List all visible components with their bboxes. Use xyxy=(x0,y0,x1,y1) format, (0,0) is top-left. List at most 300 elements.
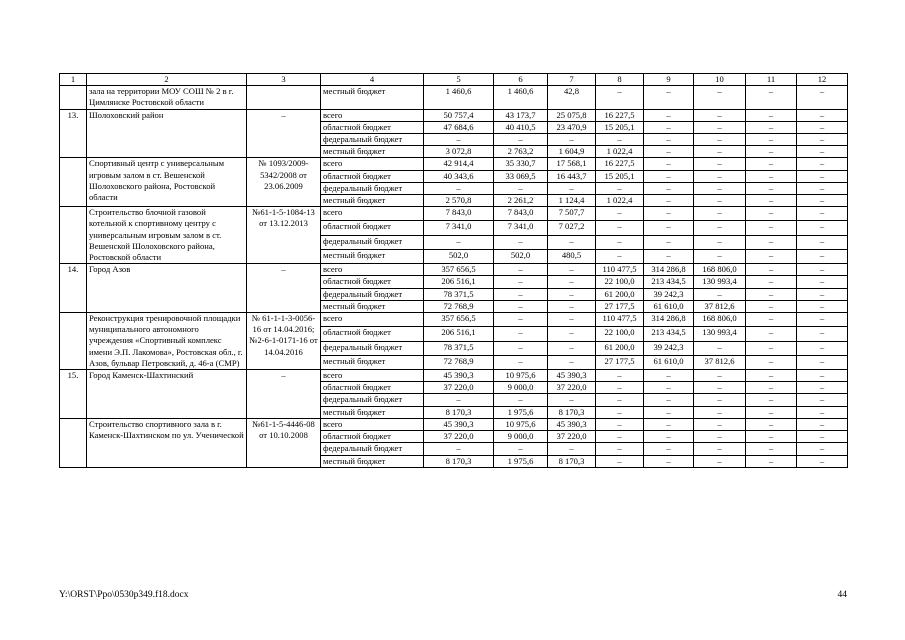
funding-source: местный бюджет xyxy=(321,86,424,109)
amount-cell: 40 343,6 xyxy=(424,170,494,182)
amount-cell: 1 975,6 xyxy=(494,455,548,467)
funding-source: местный бюджет xyxy=(321,146,424,158)
amount-cell: – xyxy=(797,121,848,133)
object-name: Шолоховский район xyxy=(87,109,247,158)
amount-cell: – xyxy=(797,146,848,158)
amount-cell: – xyxy=(494,443,548,455)
amount-cell: – xyxy=(596,431,644,443)
amount-cell: 37 812,6 xyxy=(694,300,746,312)
amount-cell: 8 170,3 xyxy=(424,455,494,467)
amount-cell: – xyxy=(746,86,797,109)
amount-cell: – xyxy=(424,134,494,146)
funding-source: областной бюджет xyxy=(321,121,424,133)
table-row xyxy=(60,370,848,382)
row-number xyxy=(60,207,87,264)
amount-cell: – xyxy=(797,170,848,182)
amount-cell: – xyxy=(494,355,548,369)
object-name: Город Каменск-Шахтинский xyxy=(87,370,247,419)
column-header: 2 xyxy=(87,74,247,86)
object-name: Реконструкция тренировочной площадки муниципального автономного учреждения «Спортивный комплекс имени Э.П. Лакомова», Ростовская обл., г. Азов, бульвар Петровский, д. 46-а (СМР) xyxy=(87,313,247,370)
amount-cell: – xyxy=(494,394,548,406)
object-name: Строительство блочной газовой котельной к спортивному центру с универсальным игровым залом в ст. Вешенской Шолоховского района, Ростовской области xyxy=(87,207,247,264)
funding-source: местный бюджет xyxy=(321,300,424,312)
amount-cell: – xyxy=(424,394,494,406)
amount-cell: 110 477,5 xyxy=(596,264,644,276)
amount-cell: – xyxy=(746,288,797,300)
amount-cell: 10 975,6 xyxy=(494,418,548,430)
amount-cell: 480,5 xyxy=(548,249,596,263)
column-header: 6 xyxy=(494,74,548,86)
amount-cell: – xyxy=(548,327,596,341)
funding-source: всего xyxy=(321,418,424,430)
amount-cell: – xyxy=(548,288,596,300)
amount-cell: – xyxy=(746,182,797,194)
amount-cell: 3 072,8 xyxy=(424,146,494,158)
amount-cell: – xyxy=(494,300,548,312)
amount-cell: 22 100,0 xyxy=(596,276,644,288)
amount-cell: – xyxy=(494,313,548,327)
amount-cell: – xyxy=(694,235,746,249)
document-reference: – xyxy=(247,370,321,419)
amount-cell: – xyxy=(797,134,848,146)
amount-cell: – xyxy=(548,134,596,146)
amount-cell: 61 200,0 xyxy=(596,341,644,355)
amount-cell: 42 914,4 xyxy=(424,158,494,170)
amount-cell: – xyxy=(548,264,596,276)
amount-cell: – xyxy=(596,418,644,430)
object-name: зала на территории МОУ СОШ № 2 в г. Цимлянске Ростовской области xyxy=(87,86,247,109)
amount-cell: – xyxy=(596,406,644,418)
amount-cell: 39 242,3 xyxy=(644,341,694,355)
amount-cell: – xyxy=(797,249,848,263)
amount-cell: 37 220,0 xyxy=(548,431,596,443)
amount-cell: – xyxy=(746,109,797,121)
amount-cell: – xyxy=(694,109,746,121)
column-header: 1 xyxy=(60,74,87,86)
amount-cell: – xyxy=(596,235,644,249)
amount-cell: – xyxy=(694,418,746,430)
amount-cell: – xyxy=(797,341,848,355)
budget-table xyxy=(59,73,848,468)
amount-cell: – xyxy=(644,207,694,221)
amount-cell: – xyxy=(644,431,694,443)
amount-cell: – xyxy=(746,313,797,327)
amount-cell: 7 507,7 xyxy=(548,207,596,221)
document-reference xyxy=(247,86,321,109)
amount-cell: – xyxy=(797,158,848,170)
row-number xyxy=(60,86,87,109)
amount-cell: – xyxy=(746,300,797,312)
funding-source: федеральный бюджет xyxy=(321,341,424,355)
amount-cell: – xyxy=(644,394,694,406)
amount-cell: – xyxy=(548,300,596,312)
amount-cell: – xyxy=(797,288,848,300)
column-header: 5 xyxy=(424,74,494,86)
amount-cell: – xyxy=(644,382,694,394)
amount-cell: – xyxy=(797,86,848,109)
funding-source: федеральный бюджет xyxy=(321,443,424,455)
amount-cell: 1 975,6 xyxy=(494,406,548,418)
amount-cell: – xyxy=(746,195,797,207)
amount-cell: 8 170,3 xyxy=(424,406,494,418)
amount-cell: – xyxy=(746,341,797,355)
amount-cell: 1 022,4 xyxy=(596,146,644,158)
row-number: 13. xyxy=(60,109,87,158)
amount-cell: – xyxy=(746,207,797,221)
amount-cell: 61 610,0 xyxy=(644,355,694,369)
document-reference: № 61-1-1-3-0056-16 от 14.04.2016; №2-6-1-0171-16 от 14.04.2016 xyxy=(247,313,321,370)
table-row xyxy=(60,418,848,430)
amount-cell: – xyxy=(644,134,694,146)
amount-cell: – xyxy=(424,182,494,194)
amount-cell: – xyxy=(644,221,694,235)
document-reference: №61-1-5-1084-13 от 13.12.2013 xyxy=(247,207,321,264)
amount-cell: 27 177,5 xyxy=(596,355,644,369)
amount-cell: – xyxy=(746,221,797,235)
amount-cell: – xyxy=(746,146,797,158)
amount-cell: – xyxy=(644,195,694,207)
funding-source: областной бюджет xyxy=(321,276,424,288)
amount-cell: 47 684,6 xyxy=(424,121,494,133)
amount-cell: – xyxy=(694,455,746,467)
column-header: 8 xyxy=(596,74,644,86)
amount-cell: – xyxy=(644,235,694,249)
amount-cell: – xyxy=(494,327,548,341)
amount-cell: – xyxy=(746,170,797,182)
amount-cell: 45 390,3 xyxy=(424,370,494,382)
amount-cell: – xyxy=(746,235,797,249)
funding-source: федеральный бюджет xyxy=(321,134,424,146)
amount-cell: – xyxy=(548,235,596,249)
amount-cell: – xyxy=(797,221,848,235)
footer-page-number: 44 xyxy=(837,590,847,600)
document-reference: № 1093/2009-5342/2008 от 23.06.2009 xyxy=(247,158,321,207)
row-number xyxy=(60,158,87,207)
amount-cell: – xyxy=(644,121,694,133)
amount-cell: – xyxy=(694,431,746,443)
amount-cell: – xyxy=(694,221,746,235)
amount-cell: 42,8 xyxy=(548,86,596,109)
amount-cell: – xyxy=(548,182,596,194)
table-row xyxy=(60,158,848,170)
amount-cell: – xyxy=(548,313,596,327)
amount-cell: – xyxy=(548,276,596,288)
amount-cell: – xyxy=(596,370,644,382)
amount-cell: – xyxy=(694,121,746,133)
amount-cell: 8 170,3 xyxy=(548,406,596,418)
amount-cell: 40 410,5 xyxy=(494,121,548,133)
column-header: 11 xyxy=(746,74,797,86)
amount-cell: – xyxy=(644,418,694,430)
amount-cell: 110 477,5 xyxy=(596,313,644,327)
amount-cell: 502,0 xyxy=(424,249,494,263)
amount-cell: – xyxy=(644,86,694,109)
amount-cell: 45 390,3 xyxy=(548,418,596,430)
amount-cell: – xyxy=(596,134,644,146)
amount-cell: – xyxy=(797,406,848,418)
funding-source: всего xyxy=(321,313,424,327)
amount-cell: – xyxy=(746,355,797,369)
column-header: 9 xyxy=(644,74,694,86)
amount-cell: 25 075,8 xyxy=(548,109,596,121)
amount-cell: 10 975,6 xyxy=(494,370,548,382)
amount-cell: – xyxy=(596,182,644,194)
amount-cell: – xyxy=(797,370,848,382)
amount-cell: – xyxy=(694,195,746,207)
amount-cell: – xyxy=(746,134,797,146)
amount-cell: – xyxy=(797,109,848,121)
funding-source: областной бюджет xyxy=(321,327,424,341)
amount-cell: – xyxy=(694,170,746,182)
amount-cell: – xyxy=(746,418,797,430)
amount-cell: – xyxy=(644,249,694,263)
amount-cell: – xyxy=(746,249,797,263)
amount-cell: – xyxy=(644,109,694,121)
amount-cell: 1 124,4 xyxy=(548,195,596,207)
document-reference: – xyxy=(247,109,321,158)
funding-source: всего xyxy=(321,158,424,170)
amount-cell: 357 656,5 xyxy=(424,313,494,327)
amount-cell: 314 286,8 xyxy=(644,313,694,327)
amount-cell: 37 220,0 xyxy=(424,382,494,394)
amount-cell: – xyxy=(694,158,746,170)
amount-cell: 7 843,0 xyxy=(494,207,548,221)
amount-cell: – xyxy=(797,300,848,312)
amount-cell: – xyxy=(746,327,797,341)
funding-source: областной бюджет xyxy=(321,382,424,394)
amount-cell: – xyxy=(596,394,644,406)
amount-cell: 72 768,9 xyxy=(424,300,494,312)
amount-cell: 37 220,0 xyxy=(548,382,596,394)
amount-cell: 2 763,2 xyxy=(494,146,548,158)
amount-cell: – xyxy=(644,146,694,158)
funding-source: всего xyxy=(321,207,424,221)
footer-file-path: Y:\ORST\Ppo\0530p349.f18.docx xyxy=(59,590,189,600)
table-row xyxy=(60,207,848,221)
amount-cell: 7 341,0 xyxy=(494,221,548,235)
funding-source: местный бюджет xyxy=(321,249,424,263)
funding-source: федеральный бюджет xyxy=(321,394,424,406)
amount-cell: – xyxy=(596,249,644,263)
funding-source: областной бюджет xyxy=(321,431,424,443)
amount-cell: – xyxy=(644,170,694,182)
document-reference: – xyxy=(247,264,321,313)
amount-cell: 16 227,5 xyxy=(596,109,644,121)
amount-cell: – xyxy=(746,431,797,443)
funding-source: федеральный бюджет xyxy=(321,182,424,194)
amount-cell: 314 286,8 xyxy=(644,264,694,276)
funding-source: всего xyxy=(321,370,424,382)
amount-cell: – xyxy=(746,455,797,467)
amount-cell: 45 390,3 xyxy=(424,418,494,430)
amount-cell: – xyxy=(548,341,596,355)
amount-cell: 43 173,7 xyxy=(494,109,548,121)
row-number: 14. xyxy=(60,264,87,313)
amount-cell: 168 806,0 xyxy=(694,264,746,276)
amount-cell: – xyxy=(596,207,644,221)
funding-source: местный бюджет xyxy=(321,455,424,467)
amount-cell: 357 656,5 xyxy=(424,264,494,276)
amount-cell: – xyxy=(797,355,848,369)
amount-cell: 213 434,5 xyxy=(644,327,694,341)
amount-cell: – xyxy=(694,182,746,194)
amount-cell: 213 434,5 xyxy=(644,276,694,288)
amount-cell: – xyxy=(694,86,746,109)
amount-cell: – xyxy=(694,207,746,221)
amount-cell: 206 516,1 xyxy=(424,327,494,341)
amount-cell: – xyxy=(494,235,548,249)
amount-cell: – xyxy=(797,276,848,288)
amount-cell: – xyxy=(494,276,548,288)
amount-cell: 502,0 xyxy=(494,249,548,263)
amount-cell: – xyxy=(644,443,694,455)
amount-cell: – xyxy=(596,221,644,235)
table-row xyxy=(60,264,848,276)
amount-cell: 17 568,1 xyxy=(548,158,596,170)
amount-cell: – xyxy=(424,235,494,249)
amount-cell: 50 757,4 xyxy=(424,109,494,121)
column-header: 12 xyxy=(797,74,848,86)
amount-cell: – xyxy=(596,86,644,109)
amount-cell: – xyxy=(797,207,848,221)
object-name: Город Азов xyxy=(87,264,247,313)
amount-cell: – xyxy=(694,394,746,406)
amount-cell: – xyxy=(746,382,797,394)
amount-cell: – xyxy=(644,158,694,170)
amount-cell: – xyxy=(494,134,548,146)
table-row xyxy=(60,86,848,109)
amount-cell: 22 100,0 xyxy=(596,327,644,341)
amount-cell: – xyxy=(694,341,746,355)
amount-cell: – xyxy=(746,394,797,406)
amount-cell: 7 341,0 xyxy=(424,221,494,235)
amount-cell: 2 570,8 xyxy=(424,195,494,207)
amount-cell: – xyxy=(797,394,848,406)
funding-source: местный бюджет xyxy=(321,406,424,418)
amount-cell: – xyxy=(746,370,797,382)
amount-cell: – xyxy=(424,443,494,455)
amount-cell: 9 000,0 xyxy=(494,382,548,394)
amount-cell: – xyxy=(548,443,596,455)
amount-cell: – xyxy=(797,195,848,207)
amount-cell: – xyxy=(548,394,596,406)
amount-cell: 130 993,4 xyxy=(694,327,746,341)
amount-cell: 1 460,6 xyxy=(494,86,548,109)
funding-source: местный бюджет xyxy=(321,195,424,207)
amount-cell: 15 205,1 xyxy=(596,121,644,133)
amount-cell: – xyxy=(494,288,548,300)
amount-cell: 168 806,0 xyxy=(694,313,746,327)
amount-cell: – xyxy=(494,341,548,355)
amount-cell: 78 371,5 xyxy=(424,341,494,355)
amount-cell: 39 242,3 xyxy=(644,288,694,300)
amount-cell: 7 843,0 xyxy=(424,207,494,221)
object-name: Строительство спортивного зала в г. Каменск-Шахтинском по ул. Ученической xyxy=(87,418,247,467)
funding-source: областной бюджет xyxy=(321,170,424,182)
amount-cell: – xyxy=(694,370,746,382)
funding-source: всего xyxy=(321,109,424,121)
amount-cell: 9 000,0 xyxy=(494,431,548,443)
amount-cell: – xyxy=(797,431,848,443)
amount-cell: 45 390,3 xyxy=(548,370,596,382)
table-row xyxy=(60,313,848,327)
amount-cell: 2 261,2 xyxy=(494,195,548,207)
row-number xyxy=(60,418,87,467)
amount-cell: – xyxy=(548,355,596,369)
amount-cell: – xyxy=(644,406,694,418)
amount-cell: – xyxy=(797,264,848,276)
amount-cell: 37 220,0 xyxy=(424,431,494,443)
amount-cell: – xyxy=(746,158,797,170)
amount-cell: – xyxy=(694,146,746,158)
amount-cell: 72 768,9 xyxy=(424,355,494,369)
object-name: Спортивный центр с универсальным игровым залом в ст. Вешенской Шолоховского района, Ростовской области xyxy=(87,158,247,207)
amount-cell: 23 470,9 xyxy=(548,121,596,133)
amount-cell: – xyxy=(746,264,797,276)
amount-cell: – xyxy=(746,406,797,418)
funding-source: федеральный бюджет xyxy=(321,288,424,300)
funding-source: областной бюджет xyxy=(321,221,424,235)
amount-cell: – xyxy=(644,182,694,194)
amount-cell: – xyxy=(694,134,746,146)
amount-cell: – xyxy=(494,182,548,194)
amount-cell: – xyxy=(694,382,746,394)
funding-source: местный бюджет xyxy=(321,355,424,369)
funding-source: всего xyxy=(321,264,424,276)
amount-cell: 1 460,6 xyxy=(424,86,494,109)
amount-cell: – xyxy=(797,313,848,327)
amount-cell: 33 069,5 xyxy=(494,170,548,182)
amount-cell: – xyxy=(797,418,848,430)
amount-cell: – xyxy=(797,327,848,341)
amount-cell: 35 330,7 xyxy=(494,158,548,170)
table-row xyxy=(60,109,848,121)
amount-cell: 206 516,1 xyxy=(424,276,494,288)
column-header: 10 xyxy=(694,74,746,86)
amount-cell: – xyxy=(694,406,746,418)
amount-cell: 7 027,2 xyxy=(548,221,596,235)
row-number: 15. xyxy=(60,370,87,419)
amount-cell: – xyxy=(797,235,848,249)
table-header-row xyxy=(60,74,848,86)
amount-cell: – xyxy=(746,443,797,455)
amount-cell: – xyxy=(797,443,848,455)
amount-cell: – xyxy=(494,264,548,276)
amount-cell: – xyxy=(596,443,644,455)
amount-cell: – xyxy=(644,455,694,467)
amount-cell: 16 227,5 xyxy=(596,158,644,170)
amount-cell: 78 371,5 xyxy=(424,288,494,300)
amount-cell: – xyxy=(797,455,848,467)
amount-cell: – xyxy=(694,249,746,263)
document-reference: №61-1-5-4446-08 от 10.10.2008 xyxy=(247,418,321,467)
column-header: 7 xyxy=(548,74,596,86)
amount-cell: 15 205,1 xyxy=(596,170,644,182)
amount-cell: 1 604,9 xyxy=(548,146,596,158)
amount-cell: – xyxy=(644,370,694,382)
amount-cell: 61 610,0 xyxy=(644,300,694,312)
row-number xyxy=(60,313,87,370)
column-header: 4 xyxy=(321,74,424,86)
funding-source: федеральный бюджет xyxy=(321,235,424,249)
amount-cell: – xyxy=(797,382,848,394)
amount-cell: – xyxy=(596,382,644,394)
amount-cell: – xyxy=(694,443,746,455)
amount-cell: 8 170,3 xyxy=(548,455,596,467)
amount-cell: 16 443,7 xyxy=(548,170,596,182)
amount-cell: – xyxy=(746,276,797,288)
amount-cell: – xyxy=(596,455,644,467)
